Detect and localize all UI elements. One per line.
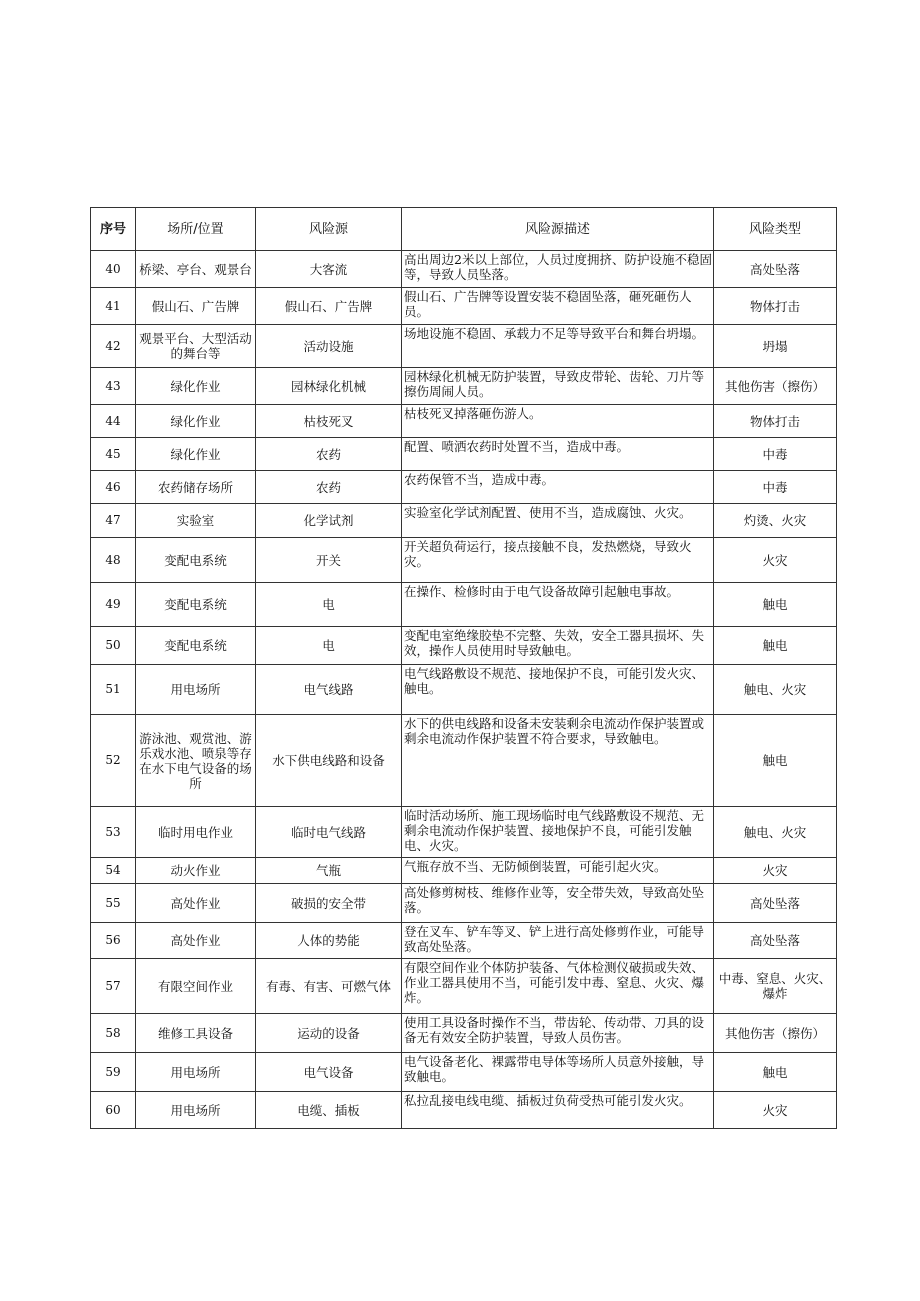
row-risk-type: 触电: [714, 1053, 837, 1092]
row-number: 60: [91, 1092, 136, 1129]
row-location: 动火作业: [136, 858, 256, 884]
row-risk-source: 电气设备: [256, 1053, 402, 1092]
row-location: 高处作业: [136, 923, 256, 959]
row-number: 43: [91, 368, 136, 405]
row-location: 维修工具设备: [136, 1014, 256, 1053]
row-risk-source: 人体的势能: [256, 923, 402, 959]
row-number: 49: [91, 583, 136, 627]
row-risk-source: 电气线路: [256, 665, 402, 715]
row-risk-source: 临时电气线路: [256, 807, 402, 858]
row-location: 实验室: [136, 504, 256, 538]
header-no: 序号: [91, 208, 136, 251]
table-row: [91, 471, 837, 504]
table-row: [91, 1014, 837, 1053]
row-number: 40: [91, 251, 136, 288]
risk-source-table: [90, 207, 837, 1129]
table-row: [91, 438, 837, 471]
row-risk-description: 使用工具设备时操作不当，带齿轮、传动带、刀具的设备无有效安全防护装置，导致人员伤害。: [402, 1014, 714, 1053]
table-row: [91, 858, 837, 884]
table-row: [91, 504, 837, 538]
row-number: 56: [91, 923, 136, 959]
table-row: [91, 1092, 837, 1129]
row-location: 绿化作业: [136, 405, 256, 438]
row-risk-description: 枯枝死叉掉落砸伤游人。: [402, 405, 714, 438]
row-risk-description: 临时活动场所、施工现场临时电气线路敷设不规范、无剩余电流动作保护装置、接地保护不良，可能引发触电、火灾。: [402, 807, 714, 858]
row-risk-description: 农药保管不当，造成中毒。: [402, 471, 714, 504]
table-row: [91, 583, 837, 627]
table-row: [91, 959, 837, 1014]
row-location: 农药储存场所: [136, 471, 256, 504]
table-body: [91, 251, 837, 1129]
row-risk-source: 水下供电线路和设备: [256, 715, 402, 807]
row-risk-source: 开关: [256, 538, 402, 583]
row-risk-source: 电: [256, 627, 402, 665]
table-row: [91, 923, 837, 959]
row-location: 高处作业: [136, 884, 256, 923]
row-risk-description: 水下的供电线路和设备未安装剩余电流动作保护装置或剩余电流动作保护装置不符合要求，导致触电。: [402, 715, 714, 807]
row-risk-type: 高处坠落: [714, 923, 837, 959]
row-number: 53: [91, 807, 136, 858]
row-risk-description: 开关超负荷运行，接点接触不良，发热燃烧，导致火灾。: [402, 538, 714, 583]
row-location: 有限空间作业: [136, 959, 256, 1014]
row-risk-description: 场地设施不稳固、承载力不足等导致平台和舞台坍塌。: [402, 325, 714, 368]
row-number: 52: [91, 715, 136, 807]
row-risk-source: 假山石、广告牌: [256, 288, 402, 325]
header-description: 风险源描述: [402, 208, 714, 251]
row-risk-source: 有毒、有害、可燃气体: [256, 959, 402, 1014]
row-location: 变配电系统: [136, 538, 256, 583]
table-row: [91, 368, 837, 405]
row-risk-source: 大客流: [256, 251, 402, 288]
row-risk-description: 气瓶存放不当、无防倾倒装置，可能引起火灾。: [402, 858, 714, 884]
row-number: 59: [91, 1053, 136, 1092]
row-risk-source: 电: [256, 583, 402, 627]
row-risk-type: 坍塌: [714, 325, 837, 368]
row-risk-description: 登在叉车、铲车等叉、铲上进行高处修剪作业，可能导致高处坠落。: [402, 923, 714, 959]
row-risk-type: 触电: [714, 715, 837, 807]
row-risk-description: 变配电室绝缘胶垫不完整、失效，安全工器具损坏、失效，操作人员使用时导致触电。: [402, 627, 714, 665]
row-location: 变配电系统: [136, 583, 256, 627]
row-number: 58: [91, 1014, 136, 1053]
row-risk-type: 高处坠落: [714, 251, 837, 288]
row-risk-type: 物体打击: [714, 405, 837, 438]
row-risk-type: 触电、火灾: [714, 807, 837, 858]
row-risk-source: 电缆、插板: [256, 1092, 402, 1129]
header-type: 风险类型: [714, 208, 837, 251]
table-row: [91, 325, 837, 368]
row-location: 观景平台、大型活动的舞台等: [136, 325, 256, 368]
row-risk-type: 物体打击: [714, 288, 837, 325]
row-risk-type: 其他伤害（擦伤）: [714, 1014, 837, 1053]
table-row: [91, 251, 837, 288]
row-risk-source: 农药: [256, 471, 402, 504]
row-risk-description: 假山石、广告牌等设置安装不稳固坠落，砸死砸伤人员。: [402, 288, 714, 325]
row-number: 55: [91, 884, 136, 923]
row-risk-type: 中毒: [714, 438, 837, 471]
row-risk-source: 园林绿化机械: [256, 368, 402, 405]
row-number: 41: [91, 288, 136, 325]
row-risk-type: 中毒: [714, 471, 837, 504]
row-risk-type: 触电: [714, 627, 837, 665]
row-risk-type: 灼烫、火灾: [714, 504, 837, 538]
row-number: 50: [91, 627, 136, 665]
row-location: 桥梁、亭台、观景台: [136, 251, 256, 288]
row-number: 57: [91, 959, 136, 1014]
table-row: [91, 627, 837, 665]
row-location: 假山石、广告牌: [136, 288, 256, 325]
row-risk-description: 有限空间作业个体防护装备、气体检测仪破损或失效、作业工器具使用不当，可能引发中毒、窒息、火灾、爆炸。: [402, 959, 714, 1014]
row-risk-source: 气瓶: [256, 858, 402, 884]
table-row: [91, 1053, 837, 1092]
row-risk-description: 高出周边2米以上部位，人员过度拥挤、防护设施不稳固等，导致人员坠落。: [402, 251, 714, 288]
row-number: 51: [91, 665, 136, 715]
row-location: 用电场所: [136, 665, 256, 715]
row-risk-source: 枯枝死叉: [256, 405, 402, 438]
row-risk-source: 运动的设备: [256, 1014, 402, 1053]
row-number: 42: [91, 325, 136, 368]
row-number: 45: [91, 438, 136, 471]
row-location: 变配电系统: [136, 627, 256, 665]
row-risk-description: 高处修剪树枝、维修作业等，安全带失效，导致高处坠落。: [402, 884, 714, 923]
row-risk-source: 活动设施: [256, 325, 402, 368]
row-risk-source: 化学试剂: [256, 504, 402, 538]
row-risk-type: 中毒、窒息、火灾、爆炸: [714, 959, 837, 1014]
row-risk-source: 破损的安全带: [256, 884, 402, 923]
table-row: [91, 288, 837, 325]
row-risk-type: 火灾: [714, 858, 837, 884]
row-location: 绿化作业: [136, 438, 256, 471]
row-risk-description: 在操作、检修时由于电气设备故障引起触电事故。: [402, 583, 714, 627]
table-row: [91, 405, 837, 438]
row-risk-type: 火灾: [714, 538, 837, 583]
row-number: 47: [91, 504, 136, 538]
row-location: 游泳池、观赏池、游乐戏水池、喷泉等存在水下电气设备的场所: [136, 715, 256, 807]
row-risk-type: 其他伤害（擦伤）: [714, 368, 837, 405]
row-location: 用电场所: [136, 1053, 256, 1092]
row-risk-description: 实验室化学试剂配置、使用不当，造成腐蚀、火灾。: [402, 504, 714, 538]
row-risk-description: 私拉乱接电线电缆、插板过负荷受热可能引发火灾。: [402, 1092, 714, 1129]
row-risk-type: 高处坠落: [714, 884, 837, 923]
row-number: 44: [91, 405, 136, 438]
row-location: 临时用电作业: [136, 807, 256, 858]
table-row: [91, 665, 837, 715]
row-location: 绿化作业: [136, 368, 256, 405]
row-risk-type: 火灾: [714, 1092, 837, 1129]
row-number: 54: [91, 858, 136, 884]
row-location: 用电场所: [136, 1092, 256, 1129]
table-row: [91, 538, 837, 583]
row-risk-type: 触电、火灾: [714, 665, 837, 715]
row-risk-description: 园林绿化机械无防护装置，导致皮带轮、齿轮、刀片等擦伤周闹人员。: [402, 368, 714, 405]
row-risk-description: 电气设备老化、裸露带电导体等场所人员意外接触，导致触电。: [402, 1053, 714, 1092]
row-risk-description: 电气线路敷设不规范、接地保护不良，可能引发火灾、触电。: [402, 665, 714, 715]
row-risk-description: 配置、喷洒农药时处置不当，造成中毒。: [402, 438, 714, 471]
table-header-row: [91, 208, 837, 251]
row-risk-source: 农药: [256, 438, 402, 471]
table-row: [91, 807, 837, 858]
table-row: [91, 884, 837, 923]
header-location: 场所/位置: [136, 208, 256, 251]
table-row: [91, 715, 837, 807]
row-number: 48: [91, 538, 136, 583]
header-source: 风险源: [256, 208, 402, 251]
row-number: 46: [91, 471, 136, 504]
row-risk-type: 触电: [714, 583, 837, 627]
